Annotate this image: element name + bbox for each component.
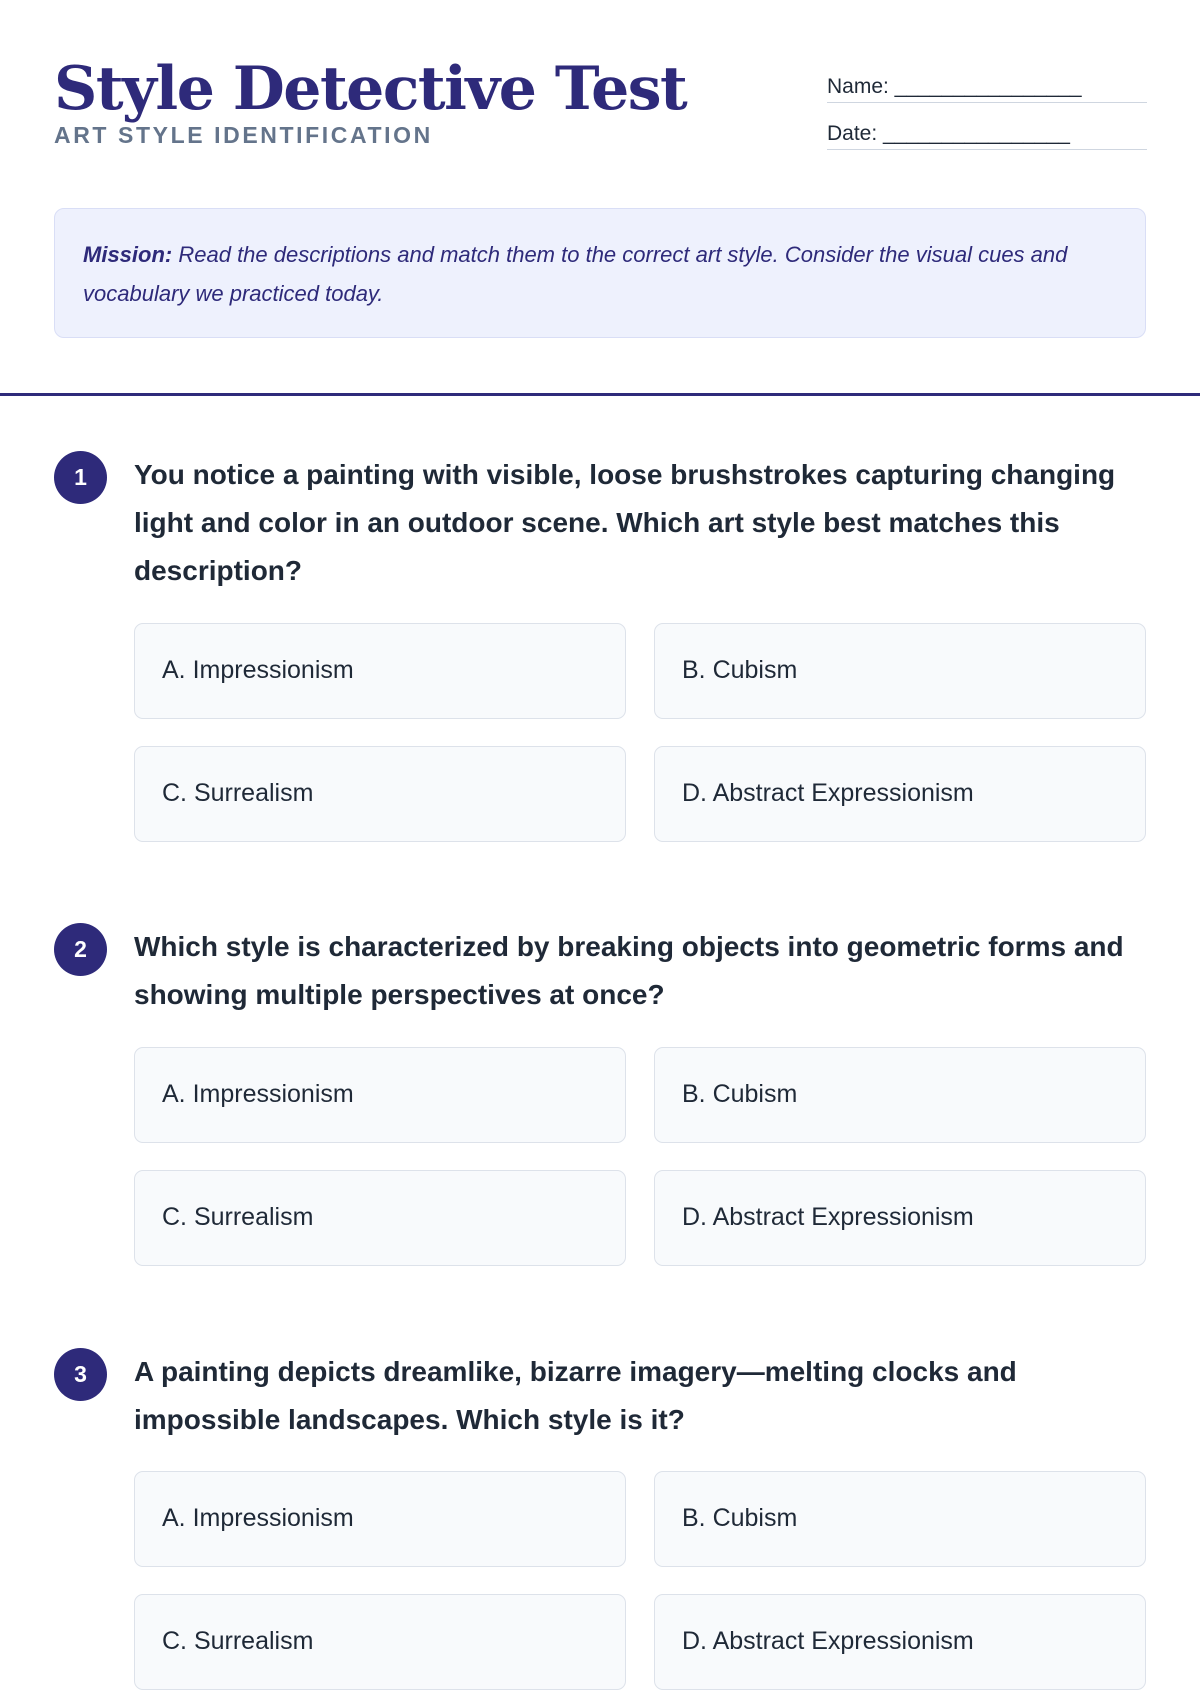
page-subtitle: ART STYLE IDENTIFICATION xyxy=(54,122,433,148)
question-number-badge: 1 xyxy=(54,451,107,504)
mission-text: Read the descriptions and match them to the correct art style. Consider the visual cues and vocabulary we practiced today. xyxy=(83,242,1068,306)
option-b[interactable]: B. Cubism xyxy=(654,1047,1146,1143)
option-a[interactable]: A. Impressionism xyxy=(134,1047,626,1143)
option-b[interactable]: B. Cubism xyxy=(654,623,1146,719)
option-a[interactable]: A. Impressionism xyxy=(134,623,626,719)
page-title: Style Detective Test xyxy=(54,54,687,124)
option-d[interactable]: D. Abstract Expressionism xyxy=(654,1594,1146,1690)
question-number-badge: 3 xyxy=(54,1348,107,1401)
option-d[interactable]: D. Abstract Expressionism xyxy=(654,1170,1146,1266)
name-field[interactable]: Name: ________________ xyxy=(827,68,1147,103)
question-text: A painting depicts dreamlike, bizarre imagery—melting clocks and impossible landscapes. Which style is it? xyxy=(134,1356,1017,1435)
section-divider xyxy=(0,393,1200,396)
mission-box xyxy=(54,208,1146,338)
option-b[interactable]: B. Cubism xyxy=(654,1471,1146,1567)
option-d[interactable]: D. Abstract Expressionism xyxy=(654,746,1146,842)
question-text: You notice a painting with visible, loose brushstrokes capturing changing light and color in an outdoor scene. Which art style best matches this description? xyxy=(134,459,1116,586)
date-field[interactable]: Date: ________________ xyxy=(827,115,1147,150)
question-text: Which style is characterized by breaking objects into geometric forms and showing multiple perspectives at once? xyxy=(134,931,1124,1010)
option-a[interactable]: A. Impressionism xyxy=(134,1471,626,1567)
option-c[interactable]: C. Surrealism xyxy=(134,1170,626,1266)
worksheet-header xyxy=(54,52,1146,162)
question-number-badge: 2 xyxy=(54,923,107,976)
option-c[interactable]: C. Surrealism xyxy=(134,1594,626,1690)
student-info-fields xyxy=(827,68,1147,162)
mission-label: Mission: xyxy=(83,242,173,267)
option-c[interactable]: C. Surrealism xyxy=(134,746,626,842)
